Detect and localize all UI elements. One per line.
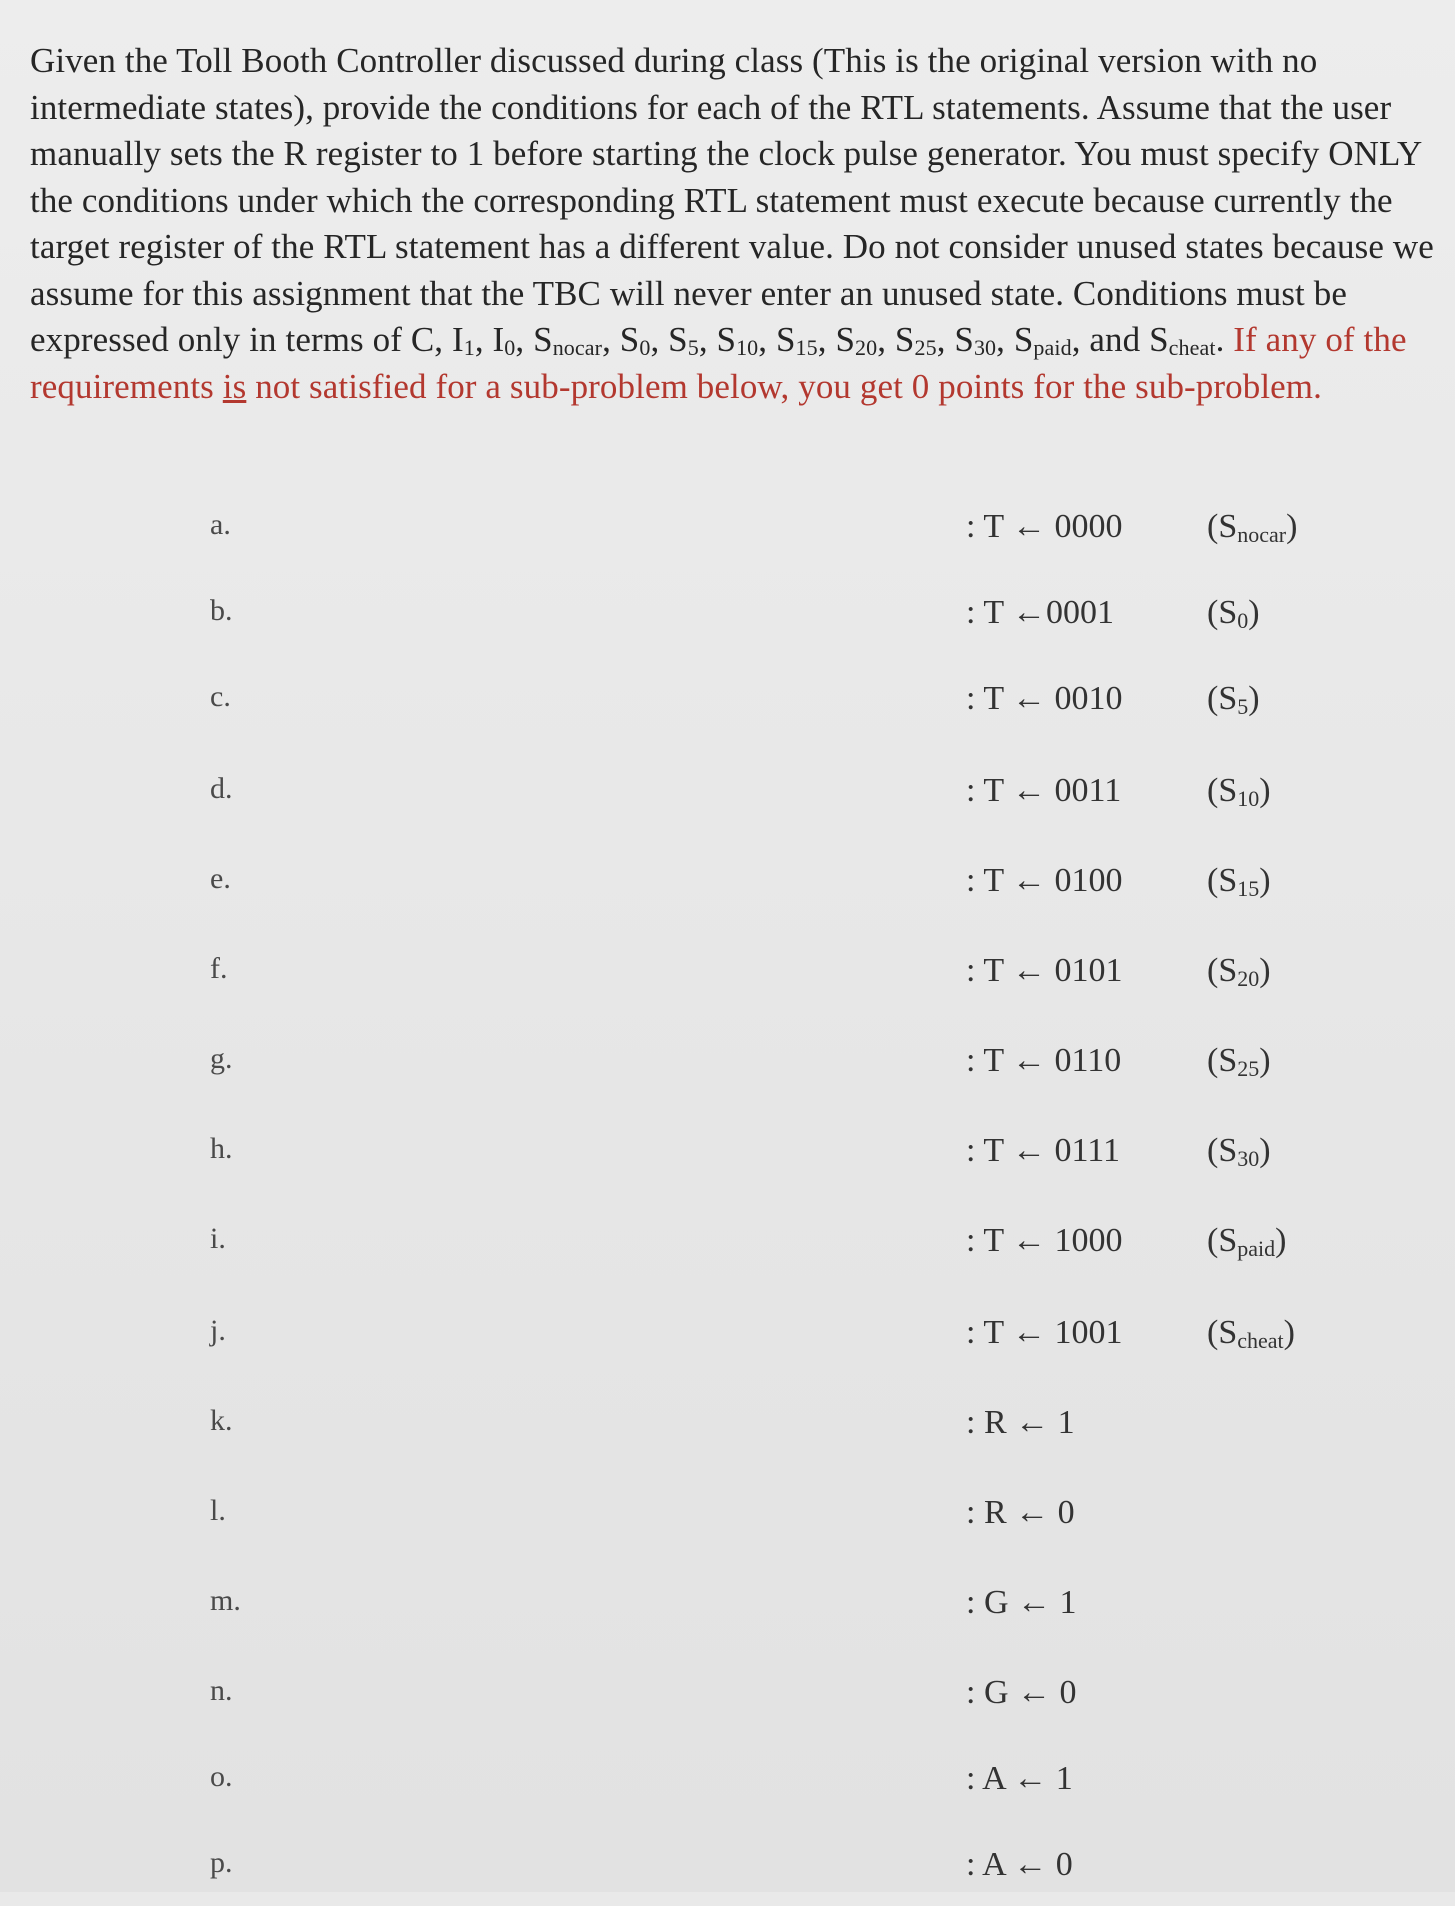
subscript: 0	[504, 335, 516, 360]
rtl-item-b	[0, 594, 1455, 654]
state-base: (S	[1207, 1042, 1238, 1079]
rtl-item-p	[0, 1846, 1455, 1906]
state-end: )	[1275, 1222, 1287, 1259]
state-label	[1207, 1132, 1271, 1170]
rtl-statement: : T ← 0000	[966, 508, 1123, 545]
state-subscript: cheat	[1237, 1328, 1284, 1353]
state-subscript: 20	[1237, 966, 1260, 991]
item-letter: l.	[210, 1494, 226, 1527]
state-end: )	[1259, 862, 1271, 899]
rtl-statement: : G ← 0	[966, 1674, 1077, 1711]
item-letter: f.	[210, 952, 228, 985]
problem-statement	[30, 38, 1440, 410]
subscript: 5	[687, 335, 699, 360]
state-label	[1207, 772, 1271, 810]
intro-text: , S	[698, 320, 737, 359]
intro-text: , S	[996, 320, 1034, 359]
state-subscript: 0	[1237, 608, 1249, 633]
rtl-statement: : T ← 0011	[966, 772, 1122, 809]
intro-text: .	[1215, 320, 1225, 359]
subscript: paid	[1033, 335, 1072, 360]
item-letter: b.	[210, 594, 233, 627]
state-base: (S	[1207, 862, 1238, 899]
item-letter: c.	[210, 680, 231, 713]
subscript: 0	[639, 335, 651, 360]
state-base: (S	[1207, 1222, 1238, 1259]
state-label	[1207, 594, 1260, 632]
intro-text: , S	[602, 320, 640, 359]
state-end: )	[1259, 772, 1271, 809]
subscript: 15	[795, 335, 818, 360]
rtl-item-m	[0, 1584, 1455, 1644]
state-base: (S	[1207, 1132, 1238, 1169]
subscript: 25	[914, 335, 937, 360]
state-base: (S	[1207, 1314, 1238, 1351]
state-label	[1207, 862, 1271, 900]
rtl-statement: : R ← 1	[966, 1404, 1075, 1441]
item-letter: k.	[210, 1404, 233, 1437]
state-label	[1207, 952, 1271, 990]
item-letter: j.	[210, 1314, 226, 1347]
state-base: (S	[1207, 680, 1238, 717]
rtl-item-c	[0, 680, 1455, 740]
rtl-item-e	[0, 862, 1455, 922]
subscript: 20	[855, 335, 878, 360]
rtl-statement: : G ← 1	[966, 1584, 1077, 1621]
rtl-item-l	[0, 1494, 1455, 1554]
rtl-item-k	[0, 1404, 1455, 1464]
state-label	[1207, 1314, 1295, 1352]
rtl-item-f	[0, 952, 1455, 1012]
item-letter: d.	[210, 772, 233, 805]
rtl-statement: : A ← 0	[966, 1846, 1073, 1883]
subscript: 10	[736, 335, 759, 360]
rtl-item-a	[0, 508, 1455, 568]
intro-text: , and S	[1071, 320, 1169, 359]
rtl-item-h	[0, 1132, 1455, 1192]
intro-text: , S	[936, 320, 974, 359]
item-letter: g.	[210, 1042, 233, 1075]
rtl-item-d	[0, 772, 1455, 832]
rtl-item-i	[0, 1222, 1455, 1282]
rtl-item-g	[0, 1042, 1455, 1102]
rtl-statement: : T ← 1000	[966, 1222, 1123, 1259]
rtl-statement: : T ← 0110	[966, 1042, 1122, 1079]
state-subscript: nocar	[1237, 522, 1287, 547]
item-letter: p.	[210, 1846, 233, 1879]
state-end: )	[1248, 680, 1260, 717]
intro-text: , S	[877, 320, 915, 359]
state-subscript: 30	[1237, 1146, 1260, 1171]
item-letter: o.	[210, 1760, 233, 1793]
subscript: 1	[463, 335, 475, 360]
rtl-statement: : T ← 0111	[966, 1132, 1120, 1169]
subscript: cheat	[1168, 335, 1216, 360]
rtl-item-n	[0, 1674, 1455, 1734]
rtl-statement: : A ← 1	[966, 1760, 1073, 1797]
intro-text: ,	[515, 320, 525, 359]
state-label	[1207, 508, 1297, 546]
state-end: )	[1248, 594, 1260, 631]
state-end: )	[1286, 508, 1298, 545]
state-subscript: 15	[1237, 876, 1260, 901]
state-base: (S	[1207, 594, 1238, 631]
item-letter: i.	[210, 1222, 226, 1255]
rtl-statement: : T ← 1001	[966, 1314, 1123, 1351]
intro-text: S	[533, 320, 553, 359]
state-label	[1207, 1042, 1271, 1080]
item-letter: a.	[210, 508, 231, 541]
state-end: )	[1283, 1314, 1295, 1351]
rtl-item-o	[0, 1760, 1455, 1820]
state-label	[1207, 1222, 1286, 1260]
warning-text: not satisfied for a sub-problem below, you get 0 points for the sub-problem.	[255, 366, 1322, 406]
rtl-item-j	[0, 1314, 1455, 1374]
rtl-statement: : R ← 0	[966, 1494, 1075, 1531]
rtl-statement: : T ← 0010	[966, 680, 1123, 717]
state-end: )	[1259, 1042, 1271, 1079]
intro-text: , S	[817, 320, 856, 359]
state-subscript: paid	[1237, 1236, 1276, 1261]
item-letter: h.	[210, 1132, 233, 1165]
state-subscript: 10	[1237, 786, 1260, 811]
intro-text: , I	[474, 320, 505, 359]
item-letter: n.	[210, 1674, 233, 1707]
state-end: )	[1259, 1132, 1271, 1169]
state-end: )	[1259, 952, 1271, 989]
subscript: 30	[973, 335, 997, 360]
intro-text: , S	[758, 320, 796, 359]
rtl-statement: : T ← 0101	[966, 952, 1123, 989]
rtl-statement: : T ←0001	[966, 594, 1114, 631]
rtl-statement: : T ← 0100	[966, 862, 1123, 899]
item-letter: e.	[210, 862, 231, 895]
intro-text: , S	[650, 320, 688, 359]
state-base: (S	[1207, 508, 1238, 545]
state-subscript: 5	[1237, 694, 1249, 719]
item-letter: m.	[210, 1584, 241, 1617]
state-base: (S	[1207, 772, 1238, 809]
intro-text: Given the Toll Booth Controller discussed during class (This is the original version with no intermediate states), provide the conditions for each of the RTL statements. Assume that the user manually sets the R register to 1 before starting the clock pulse generator. You must specify ONLY the conditions under which the corresponding RTL statement must execute because currently the target register of the RTL statement has a different value. Do not consider unused states because we assume for this assignment that the TBC will never enter an unused state. Conditions must be expressed only in terms of C, I	[30, 41, 1434, 359]
state-subscript: 25	[1237, 1056, 1260, 1081]
subscript: nocar	[552, 335, 603, 360]
warning-underlined: is	[222, 366, 247, 406]
warning-text: If any of the requirements	[30, 320, 1407, 406]
state-base: (S	[1207, 952, 1238, 989]
state-label	[1207, 680, 1260, 718]
